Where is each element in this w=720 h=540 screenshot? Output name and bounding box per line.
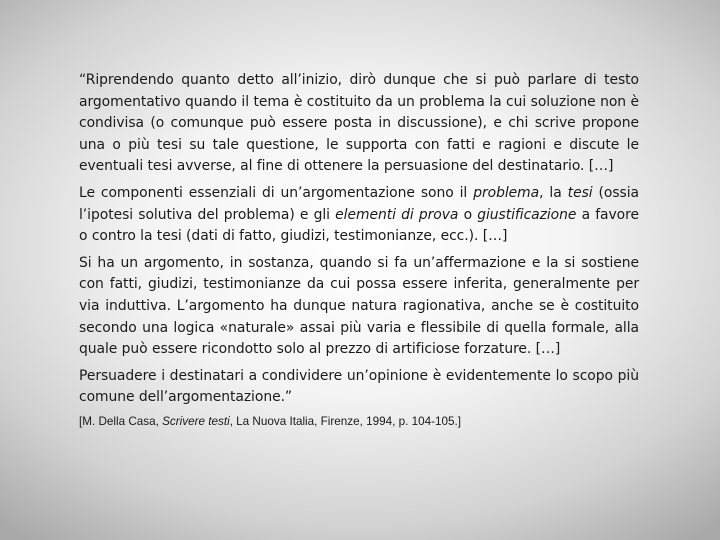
quote-paragraph-3: Si ha un argomento, in sostanza, quando si fa un’affermazione e la si sostiene con fatti, giudizi, testimonianze da cui possa essere inferita, generalmente per via induttiva. L’argomento ha dunque natura ragionativa, anche se è costituito secondo una logica «naturale» assai più varia e flessibile di quella formale, alla quale può essere ricondotto solo al prezzo di artificiose forzature. […] <box>79 254 639 358</box>
citation-title: Scrivere testi <box>162 414 230 428</box>
quote-paragraph-2 <box>79 183 639 248</box>
quote-p2-text-1: Le componenti essenziali di un’argomentazione sono il <box>79 184 474 201</box>
quote-p2-text-5: a favore o contro la tesi (dati di fatto, giudizi, testimonianze, ecc.). […] <box>79 206 639 245</box>
citation <box>79 414 639 430</box>
quote-p2-text-3: (ossia l’ipotesi solutiva del problema) e gli <box>79 184 639 223</box>
quote-p2-italic-giustificazione: giustificazione <box>477 206 577 223</box>
quote-p2-text-2: , la <box>539 184 568 201</box>
citation-prefix: [M. Della Casa, <box>79 414 163 428</box>
quote-p2-italic-tesi: tesi <box>567 184 593 201</box>
quote-paragraph-4: Persuadere i destinatari a condividere un’opinione è evidentemente lo scopo più comune dell’argomentazione.” <box>79 367 639 406</box>
quote-p2-italic-problema: problema <box>473 184 540 201</box>
quote-p2-text-4: o <box>458 206 478 223</box>
citation-suffix: , La Nuova Italia, Firenze, 1994, p. 104-105.] <box>229 414 461 428</box>
quote-p2-italic-elementi-di-prova: elementi di prova <box>335 206 459 223</box>
quote-paragraph-1: “Riprendendo quanto detto all’inizio, dirò dunque che si può parlare di testo argomentativo quando il tema è costituito da un problema la cui soluzione non è condivisa (o comunque può essere posta in discussione), e chi scrive propone una o più tesi su tale questione, le supporta con fatti e ragioni e discute le eventuali tesi avverse, al fine di ottenere la persuasione del destinatario. […] <box>79 72 639 175</box>
quote-block <box>79 70 639 430</box>
